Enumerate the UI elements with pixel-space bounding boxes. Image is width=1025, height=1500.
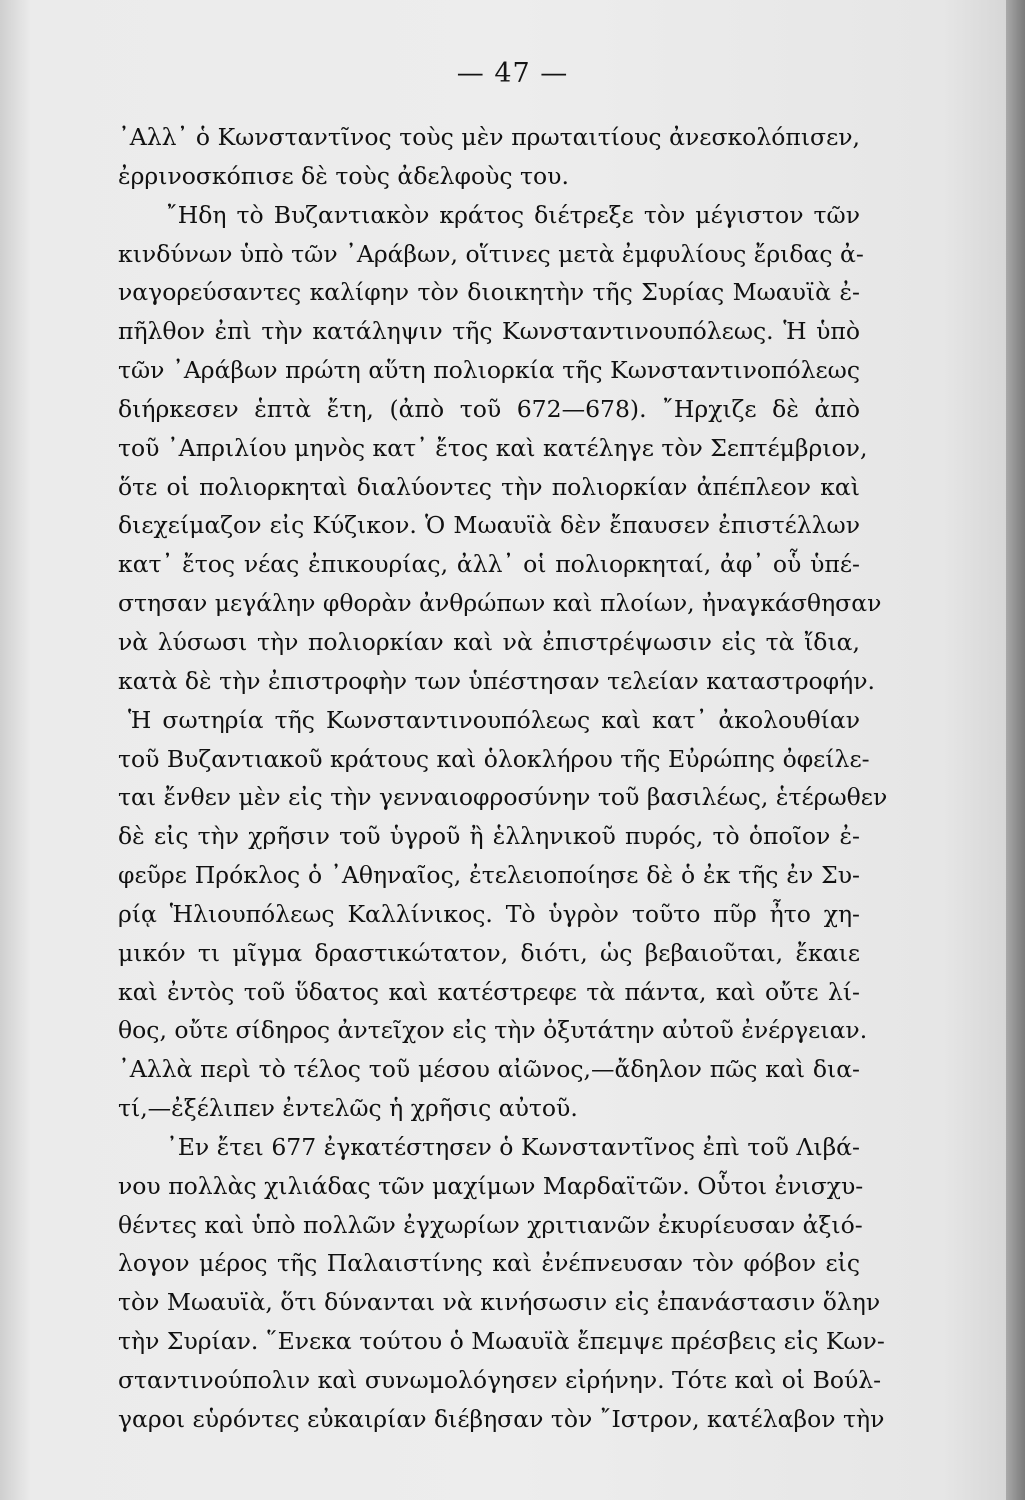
text-line: στησαν μεγάλην φθορὰν ἀνθρώπων καὶ πλοίων, ἠναγκάσθησαν [118, 589, 882, 618]
text-line: θος, οὔτε σίδηρος ἀντεῖχον εἰς τὴν ὀξυτάτην αὐτοῦ ἐνέργειαν. [118, 1016, 868, 1045]
text-line: γαροι εὑρόντες εὐκαιρίαν διέβησαν τὸν ῎Ιστρον, κατέλαβον τὴν [118, 1404, 885, 1433]
text-line: φεῦρε Πρόκλος ὁ ᾿Αθηναῖος, ἐτελειοποίησε δὲ ὁ ἐκ τῆς ἐν Συ- [118, 861, 860, 890]
text-line: νου πολλὰς χιλιάδας τῶν μαχίμων Μαρδαϊτῶν. Οὗτοι ἐνισχυ- [118, 1171, 864, 1200]
page-number: — 47 — [456, 58, 569, 89]
text-line: διεχείμαζον εἰς Κύζικον. Ὁ Μωαυϊὰ δὲν ἔπαυσεν ἐπιστέλλων [118, 511, 860, 540]
text-line: τὴν Συρίαν. ῞Ενεκα τούτου ὁ Μωαυϊὰ ἔπεμψε πρέσβεις εἰς Κων- [118, 1327, 885, 1356]
text-line: σταντινούπολιν καὶ συνωμολόγησεν εἰρήνην. Τότε καὶ οἱ Βούλ- [118, 1366, 882, 1394]
text-line: τοῦ ᾿Απριλίου μηνὸς κατ᾿ ἔτος καὶ κατέληγε τὸν Σεπτέμβριον, [118, 433, 868, 462]
text-line: τῶν ᾿Αράβων πρώτη αὕτη πολιορκία τῆς Κωνσταντινοπόλεως [118, 356, 860, 385]
text-line: ᾿Αλλὰ περὶ τὸ τέλος τοῦ μέσου αἰῶνος,—ἄδηλον πῶς καὶ δια- [118, 1055, 860, 1084]
text-line: δὲ εἰς τὴν χρῆσιν τοῦ ὑγροῦ ἢ ἑλληνικοῦ πυρός, τὸ ὁποῖον ἐ- [118, 822, 860, 851]
body-text [118, 118, 888, 1439]
text-line: τοῦ Βυζαντιακοῦ κράτους καὶ ὁλοκλήρου τῆς Εὐρώπης ὀφείλε- [118, 744, 870, 773]
text-line: κατ᾿ ἔτος νέας ἐπικουρίας, ἀλλ᾿ οἱ πολιορκηταί, ἀφ᾿ οὗ ὑπέ- [118, 550, 860, 579]
text-line: λογον μέρος τῆς Παλαιστίνης καὶ ἐνέπνευσαν τὸν φόβον εἰς [118, 1249, 860, 1278]
text-line: τί,—ἐξέλιπεν ἐντελῶς ἡ χρῆσις αὐτοῦ. [118, 1094, 578, 1123]
text-line: μικόν τι μῖγμα δραστικώτατον, διότι, ὡς βεβαιοῦται, ἔκαιε [118, 938, 860, 967]
text-line: κατὰ δὲ τὴν ἐπιστροφὴν των ὑπέστησαν τελείαν καταστροφήν. [118, 666, 875, 695]
text-line: ῎Ηδη τὸ Βυζαντιακὸν κράτος διέτρεξε τὸν μέγιστον τῶν [166, 200, 860, 229]
text-line: νὰ λύσωσι τὴν πολιορκίαν καὶ νὰ ἐπιστρέψωσιν εἰς τὰ ἴδια, [118, 627, 860, 656]
text-line: ᾿Αλλ᾿ ὁ Κωνσταντῖνος τοὺς μὲν πρωταιτίους ἀνεσκολόπισεν, [118, 123, 860, 151]
text-line: τὸν Μωαυϊὰ, ὅτι δύνανται νὰ κινήσωσιν εἰς ἐπανάστασιν ὅλην [118, 1288, 881, 1317]
text-line: Ἡ σωτηρία τῆς Κωνσταντινουπόλεως καὶ κατ᾿ ἀκολουθίαν [128, 705, 860, 734]
text-line: θέντες καὶ ὑπὸ πολλῶν ἐγχωρίων χριτιανῶν ἐκυρίευσαν ἀξιό- [118, 1210, 863, 1239]
page-edge-shadow [1006, 0, 1025, 1500]
text-line: ἐρρινοσκόπισε δὲ τοὺς ἀδελφοὺς του. [118, 161, 569, 190]
text-line: κινδύνων ὑπὸ τῶν ᾿Αράβων, οἵτινες μετὰ ἐμφυλίους ἔριδας ἀ- [118, 239, 864, 268]
text-line: ναγορεύσαντες καλίφην τὸν διοικητὴν τῆς Συρίας Μωαυϊὰ ἐ- [118, 278, 860, 307]
text-line: ᾿Εν ἔτει 677 ἐγκατέστησεν ὁ Κωνσταντῖνος ἐπὶ τοῦ Λιβά- [166, 1132, 860, 1161]
text-line: πῆλθον ἐπὶ τὴν κατάληψιν τῆς Κωνσταντινουπόλεως. Ἡ ὑπὸ [118, 317, 860, 346]
text-line: ται ἔνθεν μὲν εἰς τὴν γενναιοφροσύνην τοῦ βασιλέως, ἑτέρωθεν [118, 783, 888, 812]
text-line: καὶ ἐντὸς τοῦ ὕδατος καὶ κατέστρεφε τὰ πάντα, καὶ οὔτε λί- [118, 977, 860, 1006]
text-line: ρίᾳ Ἡλιουπόλεως Καλλίνικος. Τὸ ὑγρὸν τοῦτο πῦρ ἦτο χη- [118, 899, 860, 928]
text-line: διήρκεσεν ἑπτὰ ἔτη, (ἀπὸ τοῦ 672—678). ῎Ηρχιζε δὲ ἀπὸ [118, 394, 860, 423]
text-line: ὅτε οἱ πολιορκηταὶ διαλύοντες τὴν πολιορκίαν ἀπέπλεον καὶ [118, 472, 860, 501]
